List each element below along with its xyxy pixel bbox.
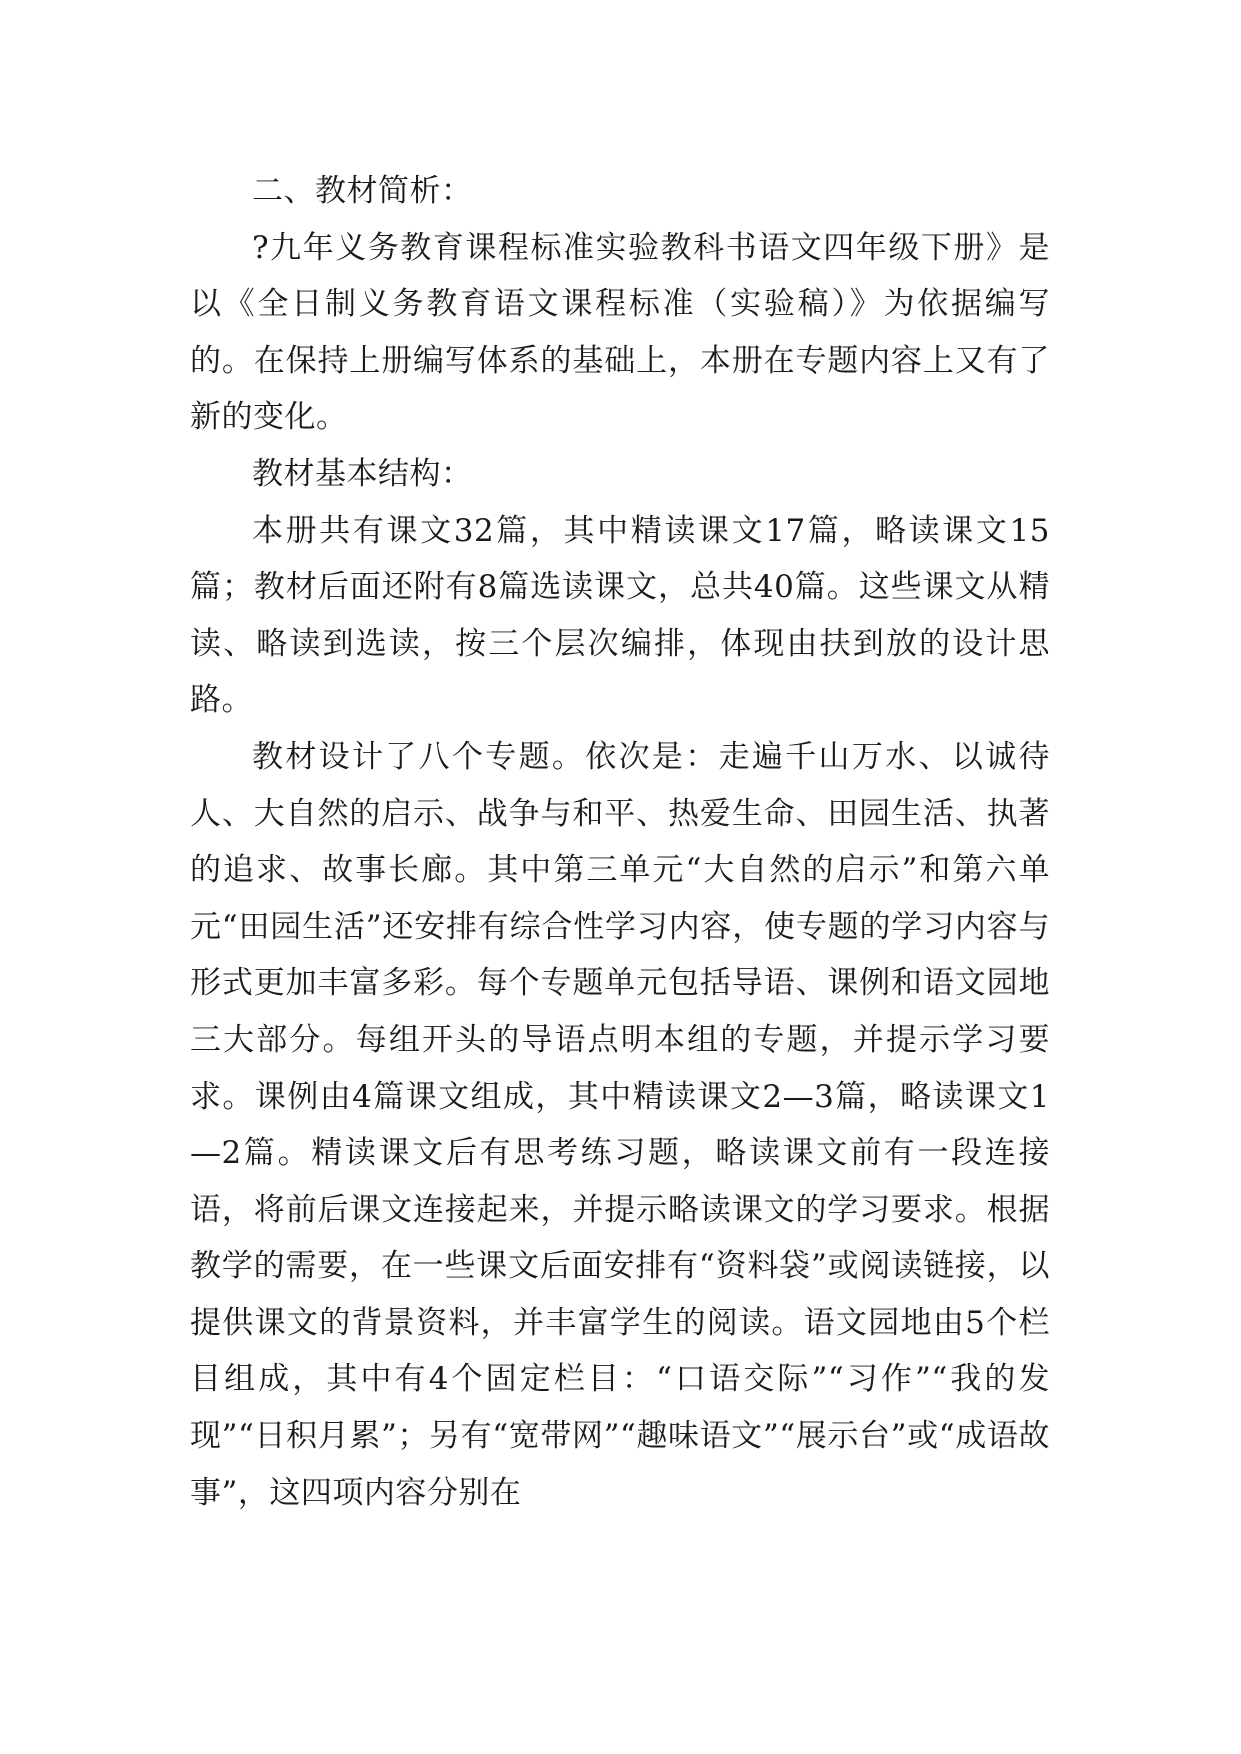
paragraph-counts: 本册共有课文32篇，其中精读课文17篇，略读课文15篇；教材后面还附有8篇选读课文，总共40篇。这些课文从精读、略读到选读，按三个层次编排，体现由扶到放的设计思路。 <box>190 512 1050 719</box>
document-body <box>190 163 1050 1521</box>
structure-heading: 教材基本结构： <box>252 455 473 492</box>
paragraph-topics: 教材设计了八个专题。依次是：走遍千山万水、以诚待人、大自然的启示、战争与和平、热爱生命、田园生活、执著的追求、故事长廊。其中第三单元“大自然的启示”和第六单元“田园生活”还安排有综合性学习内容，使专题的学习内容与形式更加丰富多彩。每个专题单元包括导语、课例和语文园地三大部分。每组开头的导语点明本组的专题，并提示学习要求。课例由4篇课文组成，其中精读课文2—3篇，略读课文1—2篇。精读课文后有思考练习题，略读课文前有一段连接语，将前后课文连接起来，并提示略读课文的学习要求。根据教学的需要，在一些课文后面安排有“资料袋”或阅读链接，以提供课文的背景资料，并丰富学生的阅读。语文园地由5个栏目组成，其中有4个固定栏目：“口语交际”“习作”“我的发现”“日积月累”；另有“宽带网”“趣味语文”“展示台”或“成语故事”，这四项内容分别在 <box>190 738 1050 1511</box>
section-heading: 二、教材简析： <box>252 173 473 209</box>
paragraph-intro: ?九年义务教育课程标准实验教科书语文四年级下册》是以《全日制义务教育语文课程标准（实验稿）》为依据编写的。在保持上册编写体系的基础上，本册在专题内容上又有了新的变化。 <box>190 229 1050 436</box>
